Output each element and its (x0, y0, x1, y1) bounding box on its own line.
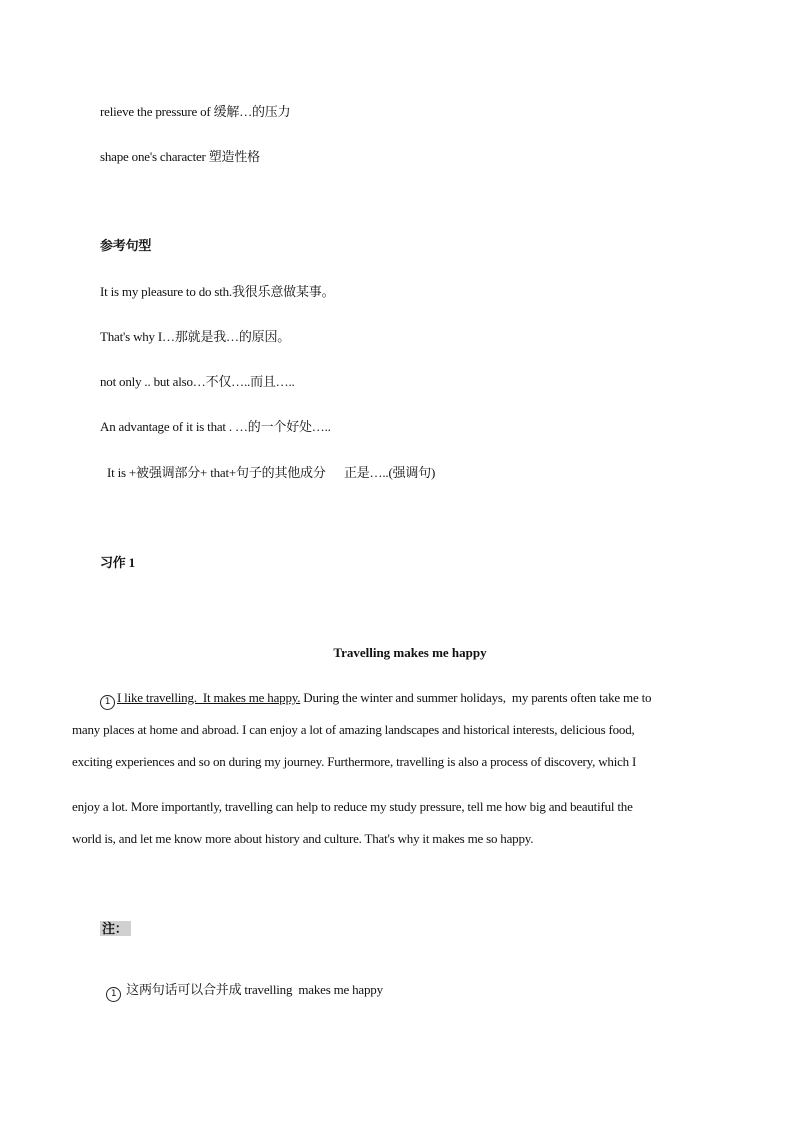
essay-line-5: world is, and let me know more about history and culture. That's why it makes me so happy. (72, 831, 534, 846)
essay-paragraph (72, 690, 712, 847)
patterns-heading: 参考句型 (100, 238, 152, 253)
pattern-line-1: It is my pleasure to do sth.我很乐意做某事。 (100, 284, 335, 299)
essay-heading: 习作 1 (100, 555, 135, 570)
essay-title: Travelling makes me happy (333, 645, 487, 660)
note-text: 这两句话可以合并成 travelling makes me happy (126, 982, 383, 997)
pattern-line-5: It is +被强调部分+ that+句子的其他成分 正是…..(强调句) (107, 465, 436, 480)
note-label: 注： (100, 921, 131, 937)
essay-underlined-sentence: I like travelling. It makes me happy. (117, 690, 301, 705)
essay-line-3: exciting experiences and so on during my journey. Furthermore, travelling is also a process of discovery, which I (72, 754, 637, 769)
note-line (100, 966, 383, 1002)
pattern-line-3: not only .. but also…不仅…..而且….. (100, 374, 295, 389)
note-circled-number-marker: 1 (106, 987, 121, 1002)
pattern-line-2: That's why I…那就是我…的原因。 (100, 329, 291, 344)
pattern-line-4: An advantage of it is that . …的一个好处….. (100, 419, 331, 434)
circled-number-marker: 1 (100, 695, 115, 710)
vocab-line-1: relieve the pressure of 缓解…的压力 (100, 104, 291, 119)
essay-line-1: During the winter and summer holidays, my parents often take me to (300, 690, 652, 705)
vocab-line-2: shape one's character 塑造性格 (100, 149, 260, 164)
essay-line-2: many places at home and abroad. I can enjoy a lot of amazing landscapes and historical interests, delicious food, (72, 722, 635, 737)
essay-line-4: enjoy a lot. More importantly, travelling can help to reduce my study pressure, tell me how big and beautiful the (72, 799, 633, 814)
